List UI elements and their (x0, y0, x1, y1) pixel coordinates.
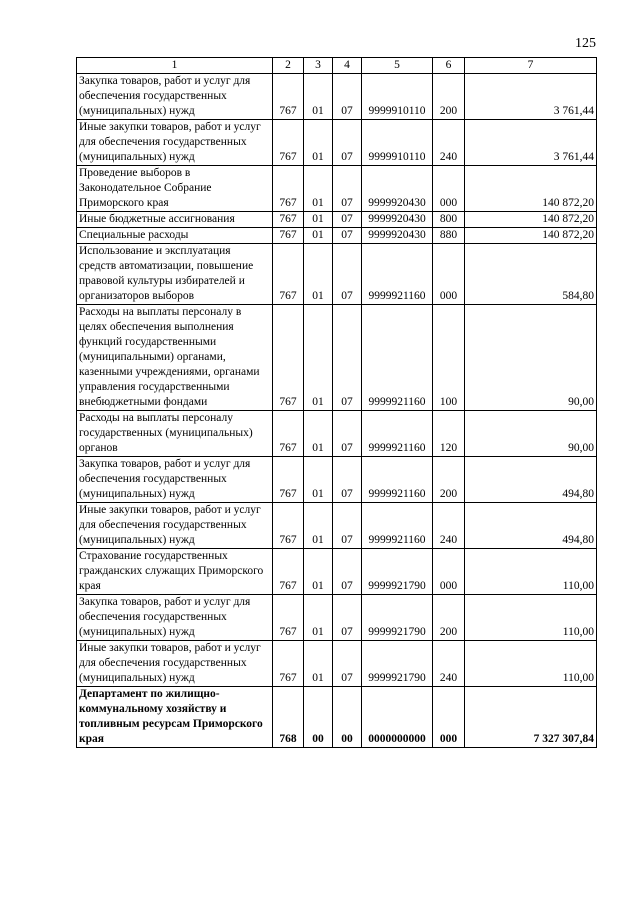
row-admin-code: 767 (273, 244, 304, 305)
row-admin-code: 767 (273, 166, 304, 212)
row-subsection: 07 (333, 595, 362, 641)
row-section: 01 (304, 457, 333, 503)
row-subsection: 07 (333, 549, 362, 595)
row-expense-type: 000 (433, 244, 465, 305)
row-target-article: 9999921790 (362, 641, 433, 687)
row-amount: 584,80 (465, 244, 597, 305)
row-subsection: 07 (333, 212, 362, 228)
row-admin-code: 767 (273, 228, 304, 244)
row-expense-type: 200 (433, 457, 465, 503)
row-target-article: 9999921160 (362, 457, 433, 503)
row-admin-code: 767 (273, 212, 304, 228)
header-row (77, 58, 597, 74)
table-row (77, 595, 597, 641)
row-amount: 90,00 (465, 305, 597, 411)
table-row (77, 549, 597, 595)
row-subsection: 07 (333, 411, 362, 457)
row-admin-code: 767 (273, 457, 304, 503)
row-target-article: 9999921790 (362, 595, 433, 641)
row-expense-type: 240 (433, 641, 465, 687)
row-section: 00 (304, 687, 333, 748)
table-row (77, 503, 597, 549)
row-amount: 110,00 (465, 549, 597, 595)
table-row (77, 687, 597, 748)
row-name: Расходы на выплаты персоналу в целях обеспечения выполнения функций государственными (муниципальными) органами, казенными учреждениями, органами управления государственными внебюджетными фондами (77, 305, 273, 411)
row-section: 01 (304, 244, 333, 305)
row-amount: 3 761,44 (465, 120, 597, 166)
page-number: 125 (575, 36, 596, 51)
row-name: Закупка товаров, работ и услуг для обеспечения государственных (муниципальных) нужд (77, 457, 273, 503)
row-admin-code: 767 (273, 411, 304, 457)
row-name: Расходы на выплаты персоналу государственных (муниципальных) органов (77, 411, 273, 457)
row-section: 01 (304, 74, 333, 120)
table-body (77, 74, 597, 748)
row-section: 01 (304, 503, 333, 549)
row-target-article: 9999920430 (362, 212, 433, 228)
row-subsection: 07 (333, 166, 362, 212)
row-admin-code: 767 (273, 641, 304, 687)
header-cell-3: 3 (304, 58, 333, 74)
header-cell-7: 7 (465, 58, 597, 74)
table-row (77, 228, 597, 244)
row-admin-code: 767 (273, 503, 304, 549)
header-cell-5: 5 (362, 58, 433, 74)
header-cell-2: 2 (273, 58, 304, 74)
row-admin-code: 767 (273, 74, 304, 120)
row-target-article: 9999921160 (362, 305, 433, 411)
table-row (77, 166, 597, 212)
row-name: Закупка товаров, работ и услуг для обеспечения государственных (муниципальных) нужд (77, 595, 273, 641)
row-amount: 140 872,20 (465, 228, 597, 244)
row-subsection: 07 (333, 305, 362, 411)
row-expense-type: 200 (433, 74, 465, 120)
header-cell-4: 4 (333, 58, 362, 74)
row-admin-code: 767 (273, 120, 304, 166)
row-section: 01 (304, 641, 333, 687)
row-target-article: 9999910110 (362, 120, 433, 166)
row-amount: 494,80 (465, 457, 597, 503)
row-amount: 7 327 307,84 (465, 687, 597, 748)
row-section: 01 (304, 228, 333, 244)
row-target-article: 9999920430 (362, 166, 433, 212)
row-name: Проведение выборов в Законодательное Собрание Приморского края (77, 166, 273, 212)
row-subsection: 00 (333, 687, 362, 748)
row-section: 01 (304, 411, 333, 457)
row-section: 01 (304, 212, 333, 228)
row-expense-type: 240 (433, 120, 465, 166)
row-subsection: 07 (333, 74, 362, 120)
row-expense-type: 000 (433, 687, 465, 748)
table-row (77, 305, 597, 411)
table-row (77, 74, 597, 120)
row-section: 01 (304, 595, 333, 641)
row-target-article: 9999920430 (362, 228, 433, 244)
row-subsection: 07 (333, 641, 362, 687)
row-section: 01 (304, 549, 333, 595)
row-name: Страхование государственных гражданских служащих Приморского края (77, 549, 273, 595)
row-section: 01 (304, 120, 333, 166)
row-expense-type: 880 (433, 228, 465, 244)
table-row (77, 411, 597, 457)
row-name: Использование и эксплуатация средств автоматизации, повышение правовой культуры избирателей и организаторов выборов (77, 244, 273, 305)
row-admin-code: 767 (273, 305, 304, 411)
row-amount: 140 872,20 (465, 212, 597, 228)
row-expense-type: 800 (433, 212, 465, 228)
row-target-article: 9999921160 (362, 503, 433, 549)
row-subsection: 07 (333, 457, 362, 503)
row-subsection: 07 (333, 244, 362, 305)
row-admin-code: 767 (273, 549, 304, 595)
row-admin-code: 768 (273, 687, 304, 748)
row-amount: 494,80 (465, 503, 597, 549)
row-amount: 110,00 (465, 641, 597, 687)
row-admin-code: 767 (273, 595, 304, 641)
row-expense-type: 120 (433, 411, 465, 457)
row-section: 01 (304, 305, 333, 411)
table-row (77, 212, 597, 228)
row-section: 01 (304, 166, 333, 212)
row-name: Иные закупки товаров, работ и услуг для обеспечения государственных (муниципальных) нужд (77, 641, 273, 687)
row-expense-type: 240 (433, 503, 465, 549)
row-subsection: 07 (333, 228, 362, 244)
table-row (77, 244, 597, 305)
header-cell-1: 1 (77, 58, 273, 74)
row-target-article: 9999910110 (362, 74, 433, 120)
row-expense-type: 200 (433, 595, 465, 641)
row-name: Специальные расходы (77, 228, 273, 244)
row-expense-type: 000 (433, 549, 465, 595)
row-name: Иные закупки товаров, работ и услуг для обеспечения государственных (муниципальных) нужд (77, 503, 273, 549)
row-subsection: 07 (333, 120, 362, 166)
table-row (77, 457, 597, 503)
table-row (77, 641, 597, 687)
row-target-article: 0000000000 (362, 687, 433, 748)
row-expense-type: 000 (433, 166, 465, 212)
row-amount: 140 872,20 (465, 166, 597, 212)
row-name: Закупка товаров, работ и услуг для обеспечения государственных (муниципальных) нужд (77, 74, 273, 120)
row-name: Департамент по жилищно-коммунальному хозяйству и топливным ресурсам Приморского края (77, 687, 273, 748)
table-row (77, 120, 597, 166)
row-subsection: 07 (333, 503, 362, 549)
row-target-article: 9999921160 (362, 411, 433, 457)
row-target-article: 9999921790 (362, 549, 433, 595)
row-target-article: 9999921160 (362, 244, 433, 305)
row-name: Иные закупки товаров, работ и услуг для обеспечения государственных (муниципальных) нужд (77, 120, 273, 166)
row-amount: 3 761,44 (465, 74, 597, 120)
row-expense-type: 100 (433, 305, 465, 411)
budget-table (76, 57, 597, 748)
row-name: Иные бюджетные ассигнования (77, 212, 273, 228)
row-amount: 90,00 (465, 411, 597, 457)
row-amount: 110,00 (465, 595, 597, 641)
header-cell-6: 6 (433, 58, 465, 74)
